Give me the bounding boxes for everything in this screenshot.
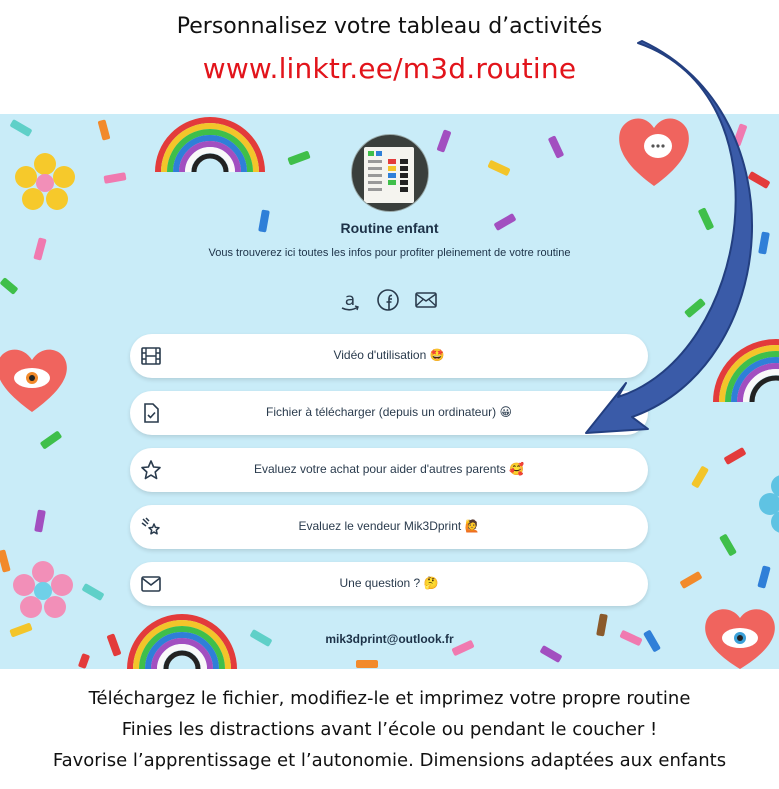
facebook-icon[interactable] — [376, 288, 400, 312]
confetti-decoration — [81, 583, 104, 601]
profile-name: Routine enfant — [340, 220, 439, 236]
link-label: Une question ? 🤔 — [339, 576, 439, 590]
confetti-decoration — [78, 653, 90, 669]
flower-decoration — [12, 560, 74, 622]
promo-title: Personnalisez votre tableau d’activités — [176, 14, 603, 39]
flower-decoration — [14, 152, 76, 214]
confetti-decoration — [98, 119, 111, 140]
link-label: Evaluez votre achat pour aider d'autres parents 🥰 — [253, 462, 525, 476]
confetti-decoration — [103, 172, 126, 184]
link-button-review-seller[interactable] — [130, 505, 648, 549]
caption-line-2: Finies les distractions avant l’école ou pendant le coucher ! — [121, 719, 658, 740]
link-button-question[interactable] — [130, 562, 648, 606]
caption-line-1: Téléchargez le fichier, modifiez-le et imprimez votre propre routine — [88, 688, 691, 709]
confetti-decoration — [723, 447, 746, 465]
confetti-decoration — [487, 160, 510, 177]
svg-text:a: a — [344, 290, 356, 310]
mail-icon[interactable] — [414, 288, 438, 312]
confetti-decoration — [34, 509, 46, 532]
profile-description: Vous trouverez ici toutes les infos pour profiter pleinement de votre routine — [208, 247, 571, 259]
confetti-decoration — [287, 150, 310, 165]
shooting-star-icon — [140, 516, 162, 538]
heart-eye-decoration — [0, 344, 70, 414]
amazon-icon[interactable] — [338, 288, 362, 312]
confetti-decoration — [436, 129, 451, 152]
flower-decoration — [752, 474, 779, 534]
envelope-icon — [140, 573, 162, 595]
star-icon — [140, 459, 162, 481]
confetti-decoration — [691, 465, 709, 488]
confetti-decoration — [0, 549, 11, 572]
confetti-decoration — [719, 533, 737, 556]
link-label: Evaluez le vendeur Mik3Dprint 🙋 — [298, 519, 480, 533]
link-label: Fichier à télécharger (depuis un ordinateur) 😀 — [266, 405, 512, 419]
confetti-decoration — [40, 430, 63, 449]
contact-email[interactable]: mik3dprint@outlook.fr — [325, 632, 454, 646]
caption-line-3: Favorise l’apprentissage et l’autonomie. Dimensions adaptées aux enfants — [52, 750, 727, 771]
film-icon — [140, 345, 162, 367]
link-button-review-purchase[interactable] — [130, 448, 648, 492]
rainbow-decoration — [150, 114, 270, 172]
confetti-decoration — [679, 571, 702, 589]
confetti-decoration — [9, 119, 32, 137]
confetti-decoration — [0, 277, 18, 295]
activity-board-thumbnail — [352, 135, 428, 211]
file-check-icon — [140, 402, 162, 424]
promo-url[interactable]: www.linktr.ee/m3d.routine — [202, 52, 577, 85]
confetti-decoration — [757, 565, 770, 588]
profile-avatar — [351, 134, 429, 212]
link-label: Vidéo d'utilisation 🤩 — [333, 348, 445, 362]
curved-arrow-icon — [560, 35, 779, 445]
confetti-decoration — [539, 645, 562, 663]
confetti-decoration — [356, 660, 378, 668]
